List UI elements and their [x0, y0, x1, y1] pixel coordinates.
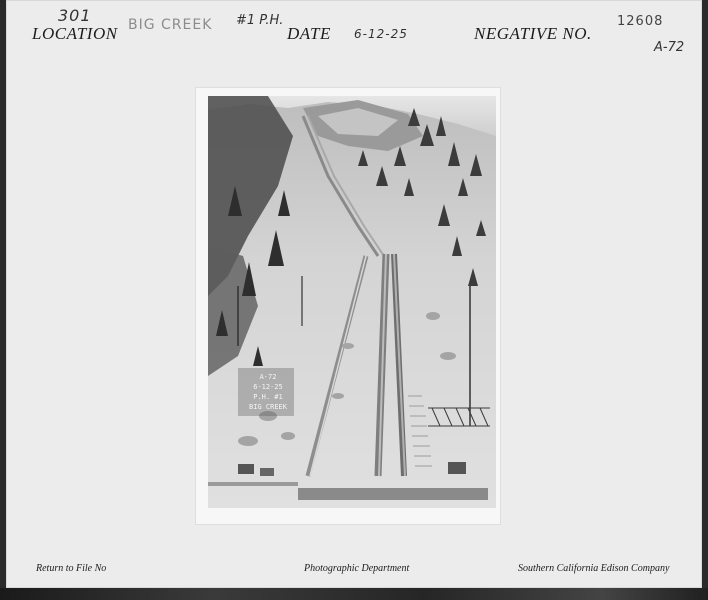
penstock-photograph	[208, 96, 496, 508]
negative-code: A-72	[654, 40, 685, 55]
return-to-file-label: Return to File No	[36, 563, 107, 574]
inscription-line-4: BIG CREEK	[249, 403, 287, 411]
inscription-line-2: 6-12-25	[253, 383, 283, 391]
negative-label: NEGATIVE NO.	[474, 24, 592, 43]
scan-edge	[0, 588, 708, 600]
negative-number: 12608	[617, 14, 664, 29]
date-label: DATE	[287, 24, 331, 43]
department-label: Photographic Department	[304, 563, 410, 574]
catalog-number: 301	[58, 6, 92, 25]
date-value: 6-12-25	[354, 27, 408, 41]
inscription-line-3: P.H. #1	[253, 393, 283, 401]
inscription-line-1: A-72	[259, 373, 277, 381]
location-stamp: BIG CREEK	[128, 17, 213, 33]
location-handwritten: #1 P.H.	[236, 13, 284, 28]
location-label: LOCATION	[32, 24, 118, 43]
company-label: Southern California Edison Company	[518, 563, 670, 574]
